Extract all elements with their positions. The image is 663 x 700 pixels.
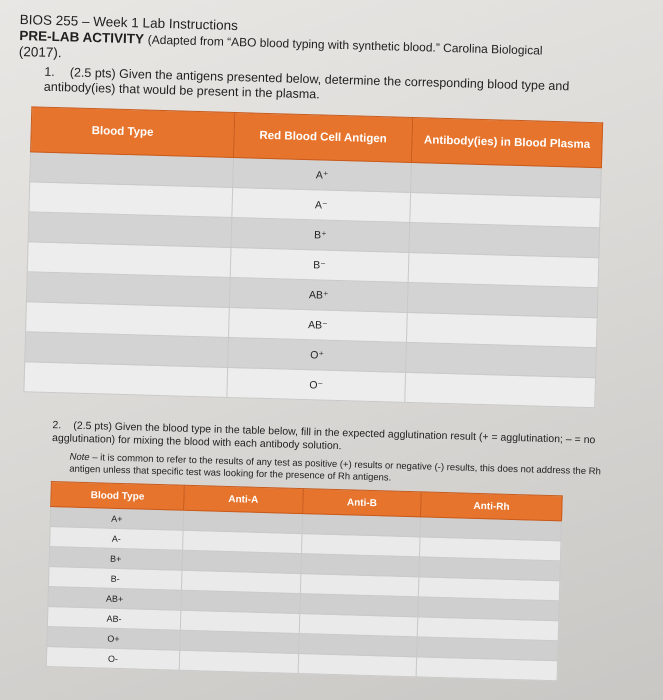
question-1-number: 1.	[44, 64, 55, 79]
col-anti-a: Anti-A	[184, 485, 303, 513]
activity-title: PRE-LAB ACTIVITY	[19, 27, 145, 47]
activity-year: (2017).	[18, 43, 62, 61]
antigen-cell: B⁻	[230, 247, 409, 282]
blood-type-cell: O-	[46, 646, 180, 670]
agglutination-table	[46, 481, 563, 681]
activity-source: (Adapted from “ABO blood typing with synthetic blood.” Carolina Biological	[147, 32, 543, 58]
antigen-cell: O⁻	[227, 367, 406, 402]
col-anti-rh: Anti-Rh	[421, 492, 562, 521]
col-anti-b: Anti-B	[302, 489, 421, 517]
col-blood-type: Blood Type	[31, 107, 235, 158]
blood-type-cell: B+	[49, 547, 183, 571]
anti-rh-cell[interactable]	[416, 657, 557, 681]
worksheet-page	[2, 12, 630, 683]
antigen-cell: O⁺	[228, 337, 407, 372]
antigen-cell: B⁺	[231, 217, 410, 252]
blood-type-cell: B-	[48, 567, 182, 591]
antibody-cell[interactable]	[405, 372, 596, 407]
antigen-cell: AB⁺	[229, 277, 408, 312]
course-title: BIOS 255 – Week 1 Lab Instructions	[19, 12, 239, 34]
antigen-table	[23, 106, 603, 408]
anti-b-cell[interactable]	[298, 654, 417, 677]
question-2-text: (2.5 pts) Given the blood type in the table below, fill in the expected agglutination result (+ = agglutination; – = no agglutination) for mixing the blood with each antibody solution.	[51, 419, 596, 453]
blood-type-cell: A+	[50, 507, 184, 531]
blood-type-cell: AB+	[48, 587, 182, 611]
antigen-cell: AB⁻	[228, 307, 407, 342]
col-antibodies: Antibody(ies) in Blood Plasma	[411, 118, 602, 168]
anti-a-cell[interactable]	[179, 650, 298, 673]
blood-type-cell: A-	[50, 527, 184, 551]
col-blood-type: Blood Type	[51, 482, 185, 511]
antigen-cell: A⁻	[232, 188, 411, 223]
blood-type-cell[interactable]	[24, 362, 228, 398]
question-2-number: 2.	[52, 419, 62, 432]
blood-type-cell: O+	[47, 627, 181, 651]
antigen-cell: A⁺	[233, 158, 412, 193]
question-1-text: (2.5 pts) Given the antigens presented below, determine the corresponding blood type and antibody(ies) that would be present in the plasma.	[43, 65, 570, 102]
note-text: – it is common to refer to the results of any test as positive (+) results or negative (-) results, this does not address the Rh antigen unless that specific test was looking for the presence of Rh antigens.	[69, 452, 602, 484]
col-rbc-antigen: Red Blood Cell Antigen	[234, 113, 413, 163]
note-label: Note	[69, 451, 90, 464]
blood-type-cell: AB-	[47, 607, 181, 631]
